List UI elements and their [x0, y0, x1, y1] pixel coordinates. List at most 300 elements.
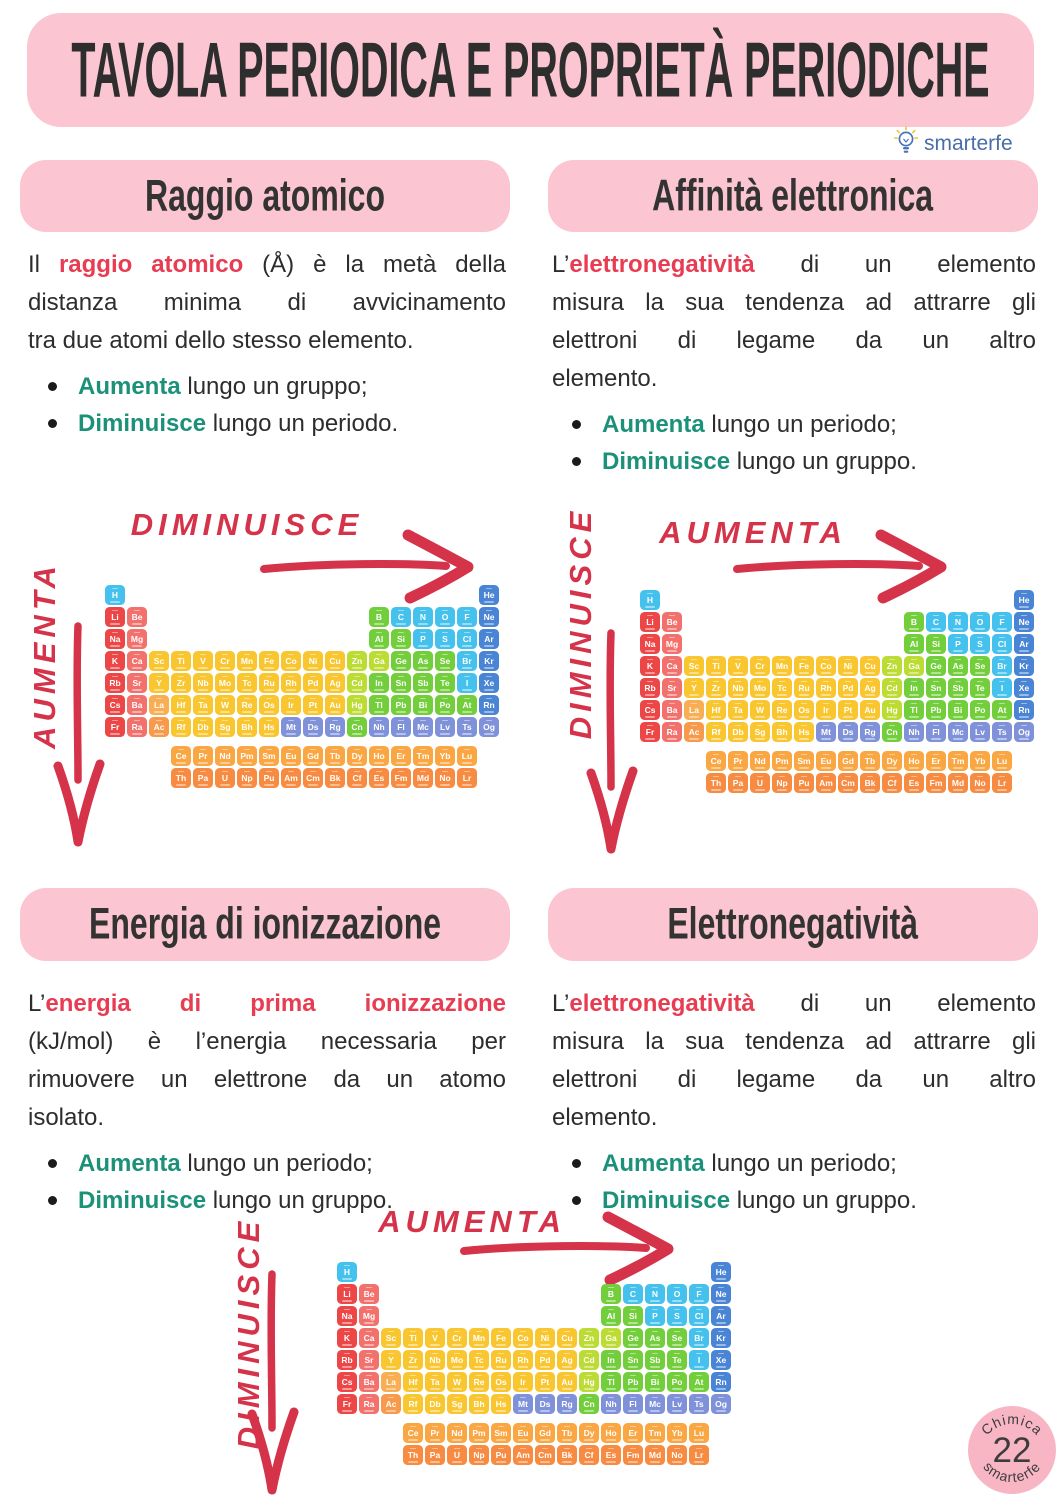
paragraph-line: L’elettronegatività di un elemento	[552, 990, 1036, 1017]
element-tile-Tc: Tc	[469, 1350, 489, 1370]
paragraph-line: Il raggio atomico (Å) è la metà della	[28, 251, 506, 278]
element-tile-Am: Am	[816, 773, 836, 793]
element-tile-Rg: Rg	[860, 722, 880, 742]
element-tile-Ar: Ar	[479, 629, 499, 649]
element-tile-Rf: Rf	[171, 717, 191, 737]
element-tile-Sn: Sn	[391, 673, 411, 693]
element-tile-Te: Te	[970, 678, 990, 698]
element-tile-Pb: Pb	[623, 1372, 643, 1392]
element-tile-Cf: Cf	[579, 1445, 599, 1465]
periodic-table	[640, 590, 1034, 793]
element-tile-Mc: Mc	[413, 717, 433, 737]
element-tile-Sc: Sc	[149, 651, 169, 671]
element-tile-Es: Es	[369, 768, 389, 788]
element-tile-Si: Si	[391, 629, 411, 649]
element-tile-Ar: Ar	[711, 1306, 731, 1326]
element-tile-Ba: Ba	[127, 695, 147, 715]
element-tile-Fe: Fe	[491, 1328, 511, 1348]
element-tile-Pu: Pu	[259, 768, 279, 788]
element-tile-Tb: Tb	[557, 1423, 577, 1443]
element-tile-Br: Br	[992, 656, 1012, 676]
paragraph-line: elettroni di legame da un altro	[552, 327, 1036, 354]
element-tile-Mn: Mn	[237, 651, 257, 671]
element-tile-Ba: Ba	[359, 1372, 379, 1392]
element-tile-Mt: Mt	[816, 722, 836, 742]
element-tile-Mg: Mg	[127, 629, 147, 649]
element-tile-W: W	[215, 695, 235, 715]
lightbulb-icon	[893, 126, 919, 161]
element-tile-Eu: Eu	[281, 746, 301, 766]
element-tile-Kr: Kr	[711, 1328, 731, 1348]
element-tile-Yb: Yb	[667, 1423, 687, 1443]
element-tile-Rh: Rh	[513, 1350, 533, 1370]
element-tile-Rn: Rn	[479, 695, 499, 715]
element-tile-Tl: Tl	[904, 700, 924, 720]
element-tile-Co: Co	[816, 656, 836, 676]
element-tile-Ba: Ba	[662, 700, 682, 720]
element-tile-Si: Si	[623, 1306, 643, 1326]
element-tile-N: N	[413, 607, 433, 627]
element-tile-Pu: Pu	[794, 773, 814, 793]
element-tile-Sr: Sr	[359, 1350, 379, 1370]
element-tile-Ni: Ni	[535, 1328, 555, 1348]
element-tile-W: W	[447, 1372, 467, 1392]
element-tile-Hg: Hg	[347, 695, 367, 715]
element-tile-He: He	[1014, 590, 1034, 610]
element-tile-Ac: Ac	[149, 717, 169, 737]
element-tile-Nd: Nd	[215, 746, 235, 766]
element-tile-Ac: Ac	[381, 1394, 401, 1414]
element-tile-Pd: Pd	[838, 678, 858, 698]
element-tile-Am: Am	[513, 1445, 533, 1465]
element-tile-Cf: Cf	[882, 773, 902, 793]
bullet-item: Aumenta lungo un periodo;	[28, 1145, 506, 1182]
element-tile-Si: Si	[926, 634, 946, 654]
element-tile-Lu: Lu	[992, 751, 1012, 771]
element-tile-Tl: Tl	[601, 1372, 621, 1392]
element-tile-S: S	[435, 629, 455, 649]
element-tile-Sr: Sr	[127, 673, 147, 693]
element-tile-Be: Be	[127, 607, 147, 627]
element-tile-Rg: Rg	[325, 717, 345, 737]
element-tile-Pm: Pm	[237, 746, 257, 766]
paragraph-line: tra due atomi dello stesso elemento.	[28, 327, 414, 354]
element-tile-Sg: Sg	[215, 717, 235, 737]
element-tile-Bh: Bh	[469, 1394, 489, 1414]
element-tile-Pa: Pa	[728, 773, 748, 793]
element-tile-U: U	[750, 773, 770, 793]
element-tile-Cs: Cs	[105, 695, 125, 715]
element-tile-Re: Re	[772, 700, 792, 720]
element-tile-As: As	[645, 1328, 665, 1348]
badge-subject: Chimica	[977, 1410, 1047, 1439]
element-tile-Db: Db	[193, 717, 213, 737]
element-tile-Rf: Rf	[706, 722, 726, 742]
element-tile-Fr: Fr	[640, 722, 660, 742]
paragraph-line: L’elettronegatività di un elemento	[552, 251, 1036, 278]
element-tile-Ne: Ne	[479, 607, 499, 627]
element-tile-S: S	[667, 1306, 687, 1326]
element-tile-Tm: Tm	[948, 751, 968, 771]
element-tile-Fr: Fr	[105, 717, 125, 737]
element-tile-Cu: Cu	[860, 656, 880, 676]
element-tile-Lu: Lu	[457, 746, 477, 766]
section-paragraph	[28, 246, 506, 360]
bullet-item: Aumenta lungo un periodo;	[552, 1145, 1036, 1182]
element-tile-Rb: Rb	[337, 1350, 357, 1370]
element-tile-Re: Re	[237, 695, 257, 715]
element-tile-Ti: Ti	[403, 1328, 423, 1348]
element-tile-Md: Md	[948, 773, 968, 793]
element-tile-Pb: Pb	[926, 700, 946, 720]
element-tile-Os: Os	[794, 700, 814, 720]
element-tile-Pt: Pt	[303, 695, 323, 715]
element-tile-Ds: Ds	[303, 717, 323, 737]
section-header-raggio-atomico	[20, 160, 510, 232]
element-tile-Yb: Yb	[435, 746, 455, 766]
element-tile-Mt: Mt	[281, 717, 301, 737]
element-tile-Dy: Dy	[579, 1423, 599, 1443]
element-tile-Zr: Zr	[706, 678, 726, 698]
arrow-down-icon	[242, 1266, 302, 1498]
element-tile-Cs: Cs	[337, 1372, 357, 1392]
paragraph-line: (kJ/mol) è l’energia necessaria per	[28, 1028, 506, 1055]
element-tile-Rf: Rf	[403, 1394, 423, 1414]
element-tile-Co: Co	[281, 651, 301, 671]
element-tile-Ni: Ni	[838, 656, 858, 676]
element-tile-Lv: Lv	[667, 1394, 687, 1414]
element-tile-Zr: Zr	[171, 673, 191, 693]
element-tile-C: C	[926, 612, 946, 632]
element-tile-U: U	[447, 1445, 467, 1465]
element-tile-Cn: Cn	[882, 722, 902, 742]
page-title: TAVOLA PERIODICA E PROPRIETÀ PERIODICHE	[71, 26, 990, 114]
element-tile-Br: Br	[689, 1328, 709, 1348]
badge-brand: smarterfe	[980, 1458, 1044, 1486]
element-tile-Xe: Xe	[711, 1350, 731, 1370]
element-tile-I: I	[457, 673, 477, 693]
element-tile-Gd: Gd	[535, 1423, 555, 1443]
bullet-list	[28, 368, 506, 442]
element-tile-Ce: Ce	[403, 1423, 423, 1443]
element-tile-Tm: Tm	[413, 746, 433, 766]
element-tile-V: V	[193, 651, 213, 671]
element-tile-Cu: Cu	[557, 1328, 577, 1348]
element-tile-He: He	[479, 585, 499, 605]
element-tile-Tc: Tc	[772, 678, 792, 698]
paragraph-line: isolato.	[28, 1104, 105, 1131]
element-tile-Cs: Cs	[640, 700, 660, 720]
element-tile-Np: Np	[772, 773, 792, 793]
element-tile-Sm: Sm	[491, 1423, 511, 1443]
element-tile-Cm: Cm	[535, 1445, 555, 1465]
element-tile-U: U	[215, 768, 235, 788]
element-tile-Bh: Bh	[772, 722, 792, 742]
element-tile-Bk: Bk	[860, 773, 880, 793]
element-tile-Mg: Mg	[662, 634, 682, 654]
element-tile-Pm: Pm	[469, 1423, 489, 1443]
section-title: Elettronegatività	[667, 899, 919, 949]
element-tile-Hf: Hf	[706, 700, 726, 720]
element-tile-Ra: Ra	[662, 722, 682, 742]
element-tile-Fl: Fl	[391, 717, 411, 737]
element-tile-Bk: Bk	[557, 1445, 577, 1465]
bullet-item: Diminuisce lungo un gruppo.	[28, 1182, 506, 1219]
element-tile-Pm: Pm	[772, 751, 792, 771]
element-tile-Cl: Cl	[689, 1306, 709, 1326]
element-tile-Bk: Bk	[325, 768, 345, 788]
element-tile-Nb: Nb	[728, 678, 748, 698]
element-tile-Ho: Ho	[369, 746, 389, 766]
element-tile-V: V	[728, 656, 748, 676]
element-tile-Fm: Fm	[926, 773, 946, 793]
element-tile-Cd: Cd	[347, 673, 367, 693]
element-tile-Os: Os	[259, 695, 279, 715]
element-tile-Hs: Hs	[259, 717, 279, 737]
element-tile-Li: Li	[105, 607, 125, 627]
element-tile-Yb: Yb	[970, 751, 990, 771]
element-tile-Np: Np	[237, 768, 257, 788]
direction-label-vertical: AUMENTA	[27, 561, 62, 749]
element-tile-Mg: Mg	[359, 1306, 379, 1326]
element-tile-At: At	[992, 700, 1012, 720]
element-tile-Os: Os	[491, 1372, 511, 1392]
element-tile-Au: Au	[860, 700, 880, 720]
element-tile-Pr: Pr	[193, 746, 213, 766]
element-tile-He: He	[711, 1262, 731, 1282]
element-tile-Pt: Pt	[535, 1372, 555, 1392]
element-tile-Sb: Sb	[413, 673, 433, 693]
periodic-table	[337, 1262, 731, 1465]
element-tile-Er: Er	[623, 1423, 643, 1443]
element-tile-In: In	[601, 1350, 621, 1370]
element-tile-Pb: Pb	[391, 695, 411, 715]
element-tile-La: La	[684, 700, 704, 720]
direction-label-vertical: DIMINUISCE	[563, 506, 598, 740]
element-tile-Na: Na	[105, 629, 125, 649]
element-tile-Xe: Xe	[1014, 678, 1034, 698]
element-tile-Am: Am	[281, 768, 301, 788]
element-tile-Ho: Ho	[904, 751, 924, 771]
element-tile-Tb: Tb	[860, 751, 880, 771]
element-tile-Ho: Ho	[601, 1423, 621, 1443]
element-tile-Sn: Sn	[926, 678, 946, 698]
element-tile-Se: Se	[970, 656, 990, 676]
element-tile-As: As	[413, 651, 433, 671]
element-tile-Cf: Cf	[347, 768, 367, 788]
element-tile-Ag: Ag	[860, 678, 880, 698]
element-tile-Mn: Mn	[772, 656, 792, 676]
element-tile-Ge: Ge	[926, 656, 946, 676]
paragraph-line: rimuovere un elettrone da un atomo	[28, 1066, 506, 1093]
element-tile-Ge: Ge	[623, 1328, 643, 1348]
periodic-table-diagram-bottom	[225, 1195, 785, 1500]
element-tile-Lv: Lv	[435, 717, 455, 737]
element-tile-Pd: Pd	[303, 673, 323, 693]
element-tile-N: N	[948, 612, 968, 632]
paragraph-line: distanza minima di avvicinamento	[28, 289, 506, 316]
bullet-item: Diminuisce lungo un gruppo.	[552, 443, 1036, 480]
element-tile-Th: Th	[403, 1445, 423, 1465]
section-body-energia-ionizzazione	[28, 985, 506, 1219]
element-tile-Ca: Ca	[662, 656, 682, 676]
element-tile-Te: Te	[435, 673, 455, 693]
element-tile-Fe: Fe	[259, 651, 279, 671]
element-tile-F: F	[689, 1284, 709, 1304]
element-tile-P: P	[413, 629, 433, 649]
element-tile-Pa: Pa	[425, 1445, 445, 1465]
element-tile-H: H	[337, 1262, 357, 1282]
element-tile-Ts: Ts	[457, 717, 477, 737]
element-tile-Ni: Ni	[303, 651, 323, 671]
element-tile-Ds: Ds	[535, 1394, 555, 1414]
element-tile-Ru: Ru	[259, 673, 279, 693]
element-tile-Cd: Cd	[882, 678, 902, 698]
arrow-down-icon	[48, 618, 108, 850]
element-tile-Mc: Mc	[645, 1394, 665, 1414]
element-tile-Cd: Cd	[579, 1350, 599, 1370]
section-title: Energia di ionizzazione	[88, 899, 442, 949]
element-tile-Co: Co	[513, 1328, 533, 1348]
element-tile-F: F	[992, 612, 1012, 632]
element-tile-Be: Be	[359, 1284, 379, 1304]
element-tile-Bh: Bh	[237, 717, 257, 737]
element-tile-Ne: Ne	[711, 1284, 731, 1304]
element-tile-Nb: Nb	[425, 1350, 445, 1370]
element-tile-Zn: Zn	[347, 651, 367, 671]
element-tile-Ts: Ts	[992, 722, 1012, 742]
element-tile-S: S	[970, 634, 990, 654]
element-tile-Sb: Sb	[645, 1350, 665, 1370]
element-tile-Lu: Lu	[689, 1423, 709, 1443]
element-tile-Sg: Sg	[447, 1394, 467, 1414]
element-tile-Mo: Mo	[447, 1350, 467, 1370]
element-tile-No: No	[970, 773, 990, 793]
section-body-raggio-atomico	[28, 246, 506, 442]
element-tile-Ra: Ra	[127, 717, 147, 737]
section-body-affinita-elettronica	[552, 246, 1036, 480]
element-tile-Eu: Eu	[513, 1423, 533, 1443]
element-tile-Lr: Lr	[457, 768, 477, 788]
element-tile-K: K	[640, 656, 660, 676]
element-tile-Ar: Ar	[1014, 634, 1034, 654]
element-tile-Hf: Hf	[171, 695, 191, 715]
bullet-item: Aumenta lungo un periodo;	[552, 406, 1036, 443]
element-tile-La: La	[149, 695, 169, 715]
element-tile-Al: Al	[369, 629, 389, 649]
element-tile-Sg: Sg	[750, 722, 770, 742]
element-tile-Ag: Ag	[325, 673, 345, 693]
element-tile-B: B	[601, 1284, 621, 1304]
brand-name: smarterfe	[924, 131, 1013, 155]
element-tile-O: O	[667, 1284, 687, 1304]
element-tile-Cm: Cm	[838, 773, 858, 793]
element-tile-Cr: Cr	[750, 656, 770, 676]
element-tile-Eu: Eu	[816, 751, 836, 771]
element-tile-Rb: Rb	[105, 673, 125, 693]
element-tile-Y: Y	[684, 678, 704, 698]
section-title: Affinità elettronica	[652, 170, 934, 221]
element-tile-F: F	[457, 607, 477, 627]
element-tile-Y: Y	[381, 1350, 401, 1370]
element-tile-As: As	[948, 656, 968, 676]
element-tile-C: C	[391, 607, 411, 627]
element-tile-Mc: Mc	[948, 722, 968, 742]
section-paragraph	[28, 985, 506, 1137]
element-tile-Sm: Sm	[794, 751, 814, 771]
chapter-badge	[960, 1398, 1061, 1500]
element-tile-At: At	[457, 695, 477, 715]
element-tile-Ca: Ca	[359, 1328, 379, 1348]
element-tile-Bi: Bi	[645, 1372, 665, 1392]
element-tile-Rg: Rg	[557, 1394, 577, 1414]
element-tile-Mo: Mo	[215, 673, 235, 693]
paragraph-line: elettroni di legame da un altro	[552, 1066, 1036, 1093]
element-tile-Rn: Rn	[711, 1372, 731, 1392]
element-tile-Md: Md	[413, 768, 433, 788]
paragraph-line: misura la sua tendenza ad attrarre gli	[552, 1028, 1036, 1055]
element-tile-Db: Db	[728, 722, 748, 742]
element-tile-O: O	[435, 607, 455, 627]
section-paragraph	[552, 985, 1036, 1137]
element-tile-C: C	[623, 1284, 643, 1304]
paragraph-line: elemento.	[552, 1104, 658, 1131]
element-tile-Rb: Rb	[640, 678, 660, 698]
element-tile-Br: Br	[457, 651, 477, 671]
bullet-list	[552, 406, 1036, 480]
element-tile-Cr: Cr	[215, 651, 235, 671]
element-tile-Cn: Cn	[347, 717, 367, 737]
element-tile-Al: Al	[601, 1306, 621, 1326]
element-tile-Ts: Ts	[689, 1394, 709, 1414]
element-tile-Sb: Sb	[948, 678, 968, 698]
element-tile-Cl: Cl	[992, 634, 1012, 654]
element-tile-Ta: Ta	[193, 695, 213, 715]
element-tile-Fm: Fm	[391, 768, 411, 788]
element-tile-Ir: Ir	[816, 700, 836, 720]
element-tile-Ta: Ta	[425, 1372, 445, 1392]
element-tile-Ge: Ge	[391, 651, 411, 671]
element-tile-In: In	[904, 678, 924, 698]
element-tile-Be: Be	[662, 612, 682, 632]
element-tile-Ga: Ga	[904, 656, 924, 676]
element-tile-Ac: Ac	[684, 722, 704, 742]
element-tile-Sr: Sr	[662, 678, 682, 698]
element-tile-Pr: Pr	[425, 1423, 445, 1443]
element-tile-Na: Na	[640, 634, 660, 654]
element-tile-P: P	[645, 1306, 665, 1326]
element-tile-Es: Es	[904, 773, 924, 793]
element-tile-Ca: Ca	[127, 651, 147, 671]
direction-label-horizontal: DIMINUISCE	[130, 507, 364, 542]
element-tile-Ds: Ds	[838, 722, 858, 742]
element-tile-Hs: Hs	[491, 1394, 511, 1414]
element-tile-Tl: Tl	[369, 695, 389, 715]
element-tile-Nh: Nh	[904, 722, 924, 742]
element-tile-O: O	[970, 612, 990, 632]
section-body-elettronegativita	[552, 985, 1036, 1219]
element-tile-Ga: Ga	[369, 651, 389, 671]
element-tile-Er: Er	[926, 751, 946, 771]
element-tile-Og: Og	[1014, 722, 1034, 742]
element-tile-Bi: Bi	[948, 700, 968, 720]
element-tile-Ti: Ti	[706, 656, 726, 676]
element-tile-B: B	[369, 607, 389, 627]
direction-label-vertical: DIMINUISCE	[231, 1216, 266, 1450]
element-tile-Kr: Kr	[479, 651, 499, 671]
element-tile-Mt: Mt	[513, 1394, 533, 1414]
element-tile-Pa: Pa	[193, 768, 213, 788]
